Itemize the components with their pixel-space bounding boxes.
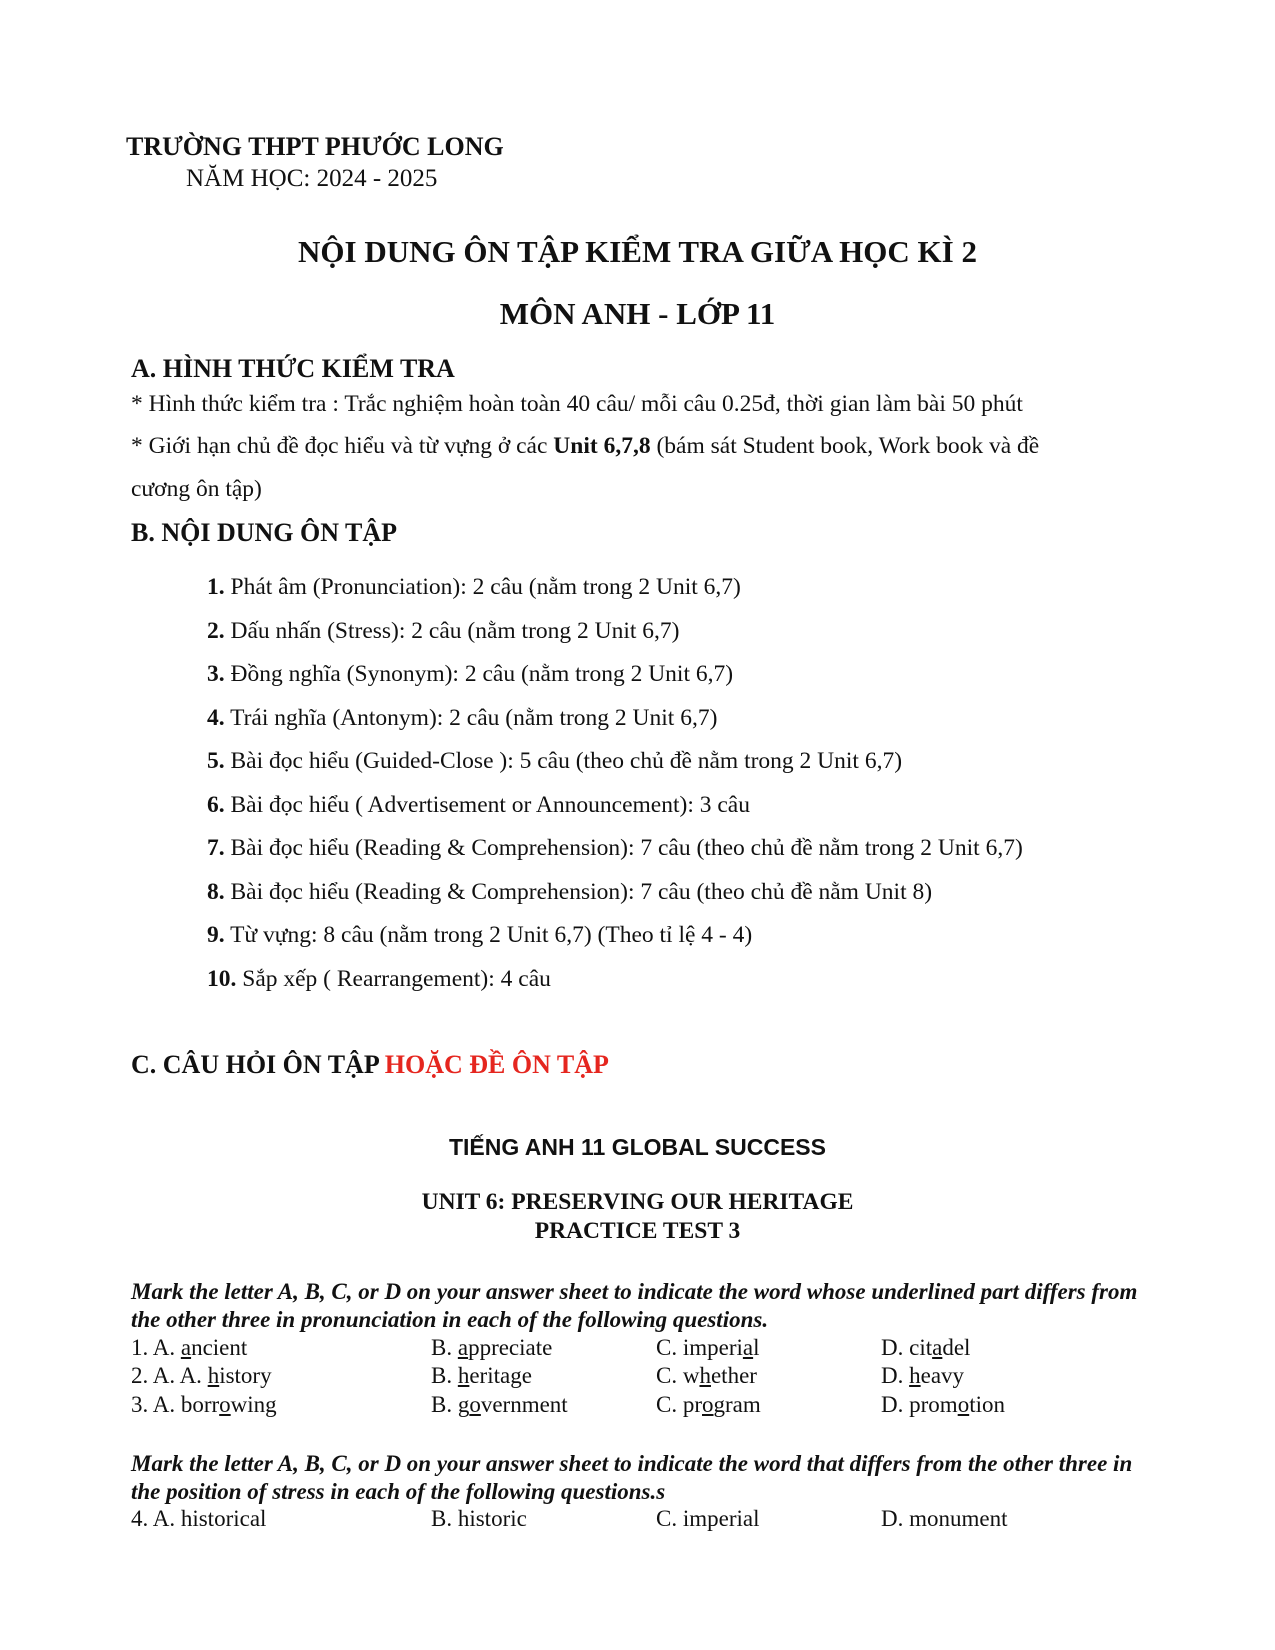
section-a-line-1: * Hình thức kiểm tra : Trắc nghiệm hoàn toàn 40 câu/ mỗi câu 0.25đ, thời gian làm bài 50 phút <box>131 391 1023 417</box>
list-item-number: 7. <box>207 835 225 861</box>
list-item <box>207 964 1023 1008</box>
school-year: NĂM HỌC: 2024 - 2025 <box>186 165 438 192</box>
list-item-text: Bài đọc hiểu ( Advertisement or Announcement): 3 câu <box>224 791 750 818</box>
list-item-number: 4. <box>207 704 225 731</box>
list-item <box>207 877 1023 921</box>
option-a: 2. A. A. history <box>131 1363 272 1388</box>
unit-title: UNIT 6: PRESERVING OUR HERITAGE <box>421 1189 854 1215</box>
section-a-line-3: cương ôn tập) <box>131 476 262 502</box>
list-item-number: 10. <box>207 965 237 992</box>
stress-instruction: Mark the letter A, B, C, or D on your answer sheet to indicate the word that differs from the other three in the position of stress in each of the following questions.s <box>131 1451 1133 1504</box>
list-item <box>207 790 1023 834</box>
option-b: B. historic <box>431 1506 527 1531</box>
section-a-line-2-pre: * Giới hạn chủ đề đọc hiểu và từ vựng ở các <box>131 433 554 459</box>
section-a-line-2 <box>131 433 1039 460</box>
list-item <box>207 920 1023 964</box>
option-c: C. program <box>656 1392 761 1417</box>
school-name: TRƯỜNG THPT PHƯỚC LONG <box>126 132 504 161</box>
option-c: C. imperial <box>656 1506 760 1531</box>
list-item-text: Đồng nghĩa (Synonym): 2 câu (nằm trong 2 Unit 6,7) <box>224 661 734 687</box>
list-item-text: Bài đọc hiểu (Guided-Close ): 5 câu (theo chủ đề nằm trong 2 Unit 6,7) <box>224 748 903 774</box>
list-item-number: 1. <box>207 574 225 600</box>
list-item-number: 2. <box>207 617 225 644</box>
option-a: 1. A. ancient <box>131 1335 248 1360</box>
question-row <box>131 1391 1151 1419</box>
list-item-number: 6. <box>207 791 225 818</box>
question-row <box>131 1505 1151 1533</box>
option-b: B. government <box>431 1392 568 1417</box>
list-item <box>207 616 1023 660</box>
option-d: D. heavy <box>881 1363 965 1388</box>
list-item-number: 8. <box>207 878 225 905</box>
section-c-heading <box>131 1050 609 1080</box>
list-item-number: 5. <box>207 748 225 774</box>
list-item-text: Trái nghĩa (Antonym): 2 câu (nằm trong 2 Unit 6,7) <box>224 704 718 731</box>
option-c: C. imperial <box>656 1335 760 1360</box>
option-d: D. promotion <box>881 1392 1005 1417</box>
list-item-text: Sắp xếp ( Rearrangement): 4 câu <box>236 965 551 992</box>
option-a: 3. A. borrowing <box>131 1392 277 1417</box>
review-content-list <box>207 572 1023 1007</box>
option-c: C. whether <box>656 1363 757 1388</box>
list-item-text: Bài đọc hiểu (Reading & Comprehension): 7 câu (theo chủ đề nằm trong 2 Unit 6,7) <box>224 835 1023 861</box>
option-d: D. citadel <box>881 1335 971 1360</box>
section-c-heading-black: C. CÂU HỎI ÔN TẬP <box>131 1050 385 1079</box>
section-a-heading: A. HÌNH THỨC KIỂM TRA <box>131 354 455 383</box>
option-b: B. appreciate <box>431 1335 553 1360</box>
question-row <box>131 1334 1151 1362</box>
list-item-text: Từ vựng: 8 câu (nằm trong 2 Unit 6,7) (Theo tỉ lệ 4 - 4) <box>224 922 753 948</box>
textbook-series-title: TIẾNG ANH 11 GLOBAL SUCCESS <box>448 1134 826 1160</box>
section-a-line-2-post: (bám sát Student book, Work book và đề <box>650 433 1040 459</box>
option-a: 4. A. historical <box>131 1506 267 1531</box>
practice-test-title: PRACTICE TEST 3 <box>534 1218 741 1244</box>
list-item-number: 3. <box>207 661 225 687</box>
list-item-number: 9. <box>207 922 225 948</box>
list-item <box>207 833 1023 877</box>
question-row <box>131 1362 1151 1390</box>
option-b: B. heritage <box>431 1363 532 1388</box>
list-item-text: Dấu nhấn (Stress): 2 câu (nằm trong 2 Unit 6,7) <box>224 617 680 644</box>
list-item <box>207 659 1023 703</box>
document-title: NỘI DUNG ÔN TẬP KIỂM TRA GIỮA HỌC KÌ 2 <box>298 234 977 269</box>
section-b-heading: B. NỘI DUNG ÔN TẬP <box>131 518 398 547</box>
list-item <box>207 572 1023 616</box>
list-item-text: Bài đọc hiểu (Reading & Comprehension): 7 câu (theo chủ đề nằm Unit 8) <box>224 878 933 905</box>
document-subtitle: MÔN ANH - LỚP 11 <box>499 296 776 331</box>
section-a-units-bold: Unit 6,7,8 <box>553 433 651 459</box>
option-d: D. monument <box>881 1506 1008 1531</box>
pronunciation-instruction: Mark the letter A, B, C, or D on your answer sheet to indicate the word whose underlined part differs from the other three in pronunciation in each of the following questions. <box>131 1279 1138 1332</box>
section-c-heading-red: HOẶC ĐỀ ÔN TẬP <box>384 1050 609 1079</box>
list-item-text: Phát âm (Pronunciation): 2 câu (nằm trong 2 Unit 6,7) <box>224 574 741 600</box>
list-item <box>207 703 1023 747</box>
list-item <box>207 746 1023 790</box>
